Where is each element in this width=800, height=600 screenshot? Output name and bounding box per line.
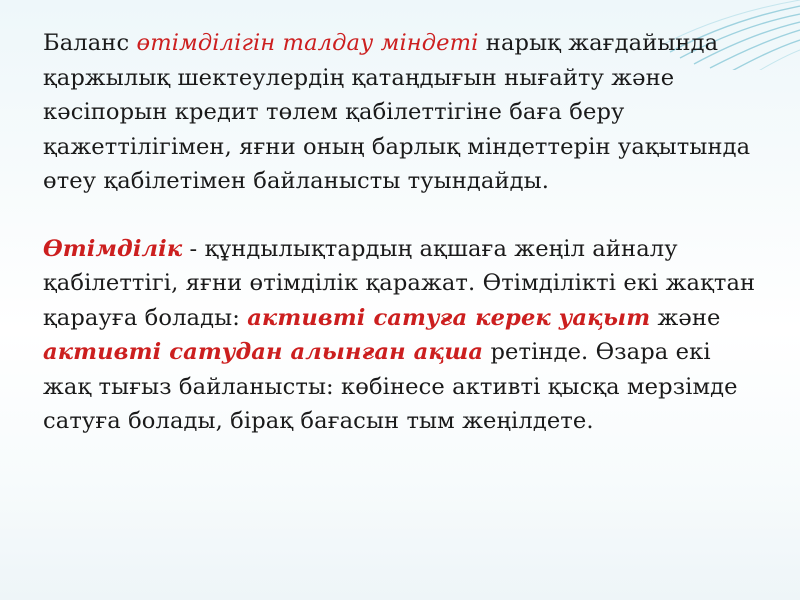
paragraph2-definition: - құндылықтардың ақшаға жеңіл айналу қабілеттігі, яғни өтімділік қаражат. Өтімділікті екі жақтан қарауға болады: [43,235,756,331]
paragraph2-aspect2: активті сатудан алынған ақша [43,339,484,365]
paragraph2-connector: және [650,304,721,331]
paragraph2-aspect1: активті сатуға керек уақыт [247,304,651,331]
paragraph-spacer [43,199,763,232]
paragraph-liquidity-definition [43,232,763,439]
paragraph1-intro: Баланс [43,30,137,56]
slide-content [43,26,763,439]
paragraph-balance-liquidity [43,26,763,199]
paragraph2-term: Өтімділік [43,235,183,262]
paragraph2-conclusion: ретінде. Өзара екі жақ тығыз байланысты: көбінесе активті қысқа мерзімде сатуға болады, бірақ бағасын тым жеңілдете. [43,339,738,434]
paragraph1-rest: нарық жағдайында қаржылық шектеулердің қатаңдығын нығайту және кәсіпорын кредит төлем қабілеттігіне баға беру қажеттілігімен, яғни оның барлық міндеттерін уақытында өтеу қабілетімен байланысты туындайды. [43,30,751,194]
paragraph1-highlight: өтімділігін талдау міндеті [136,30,479,56]
